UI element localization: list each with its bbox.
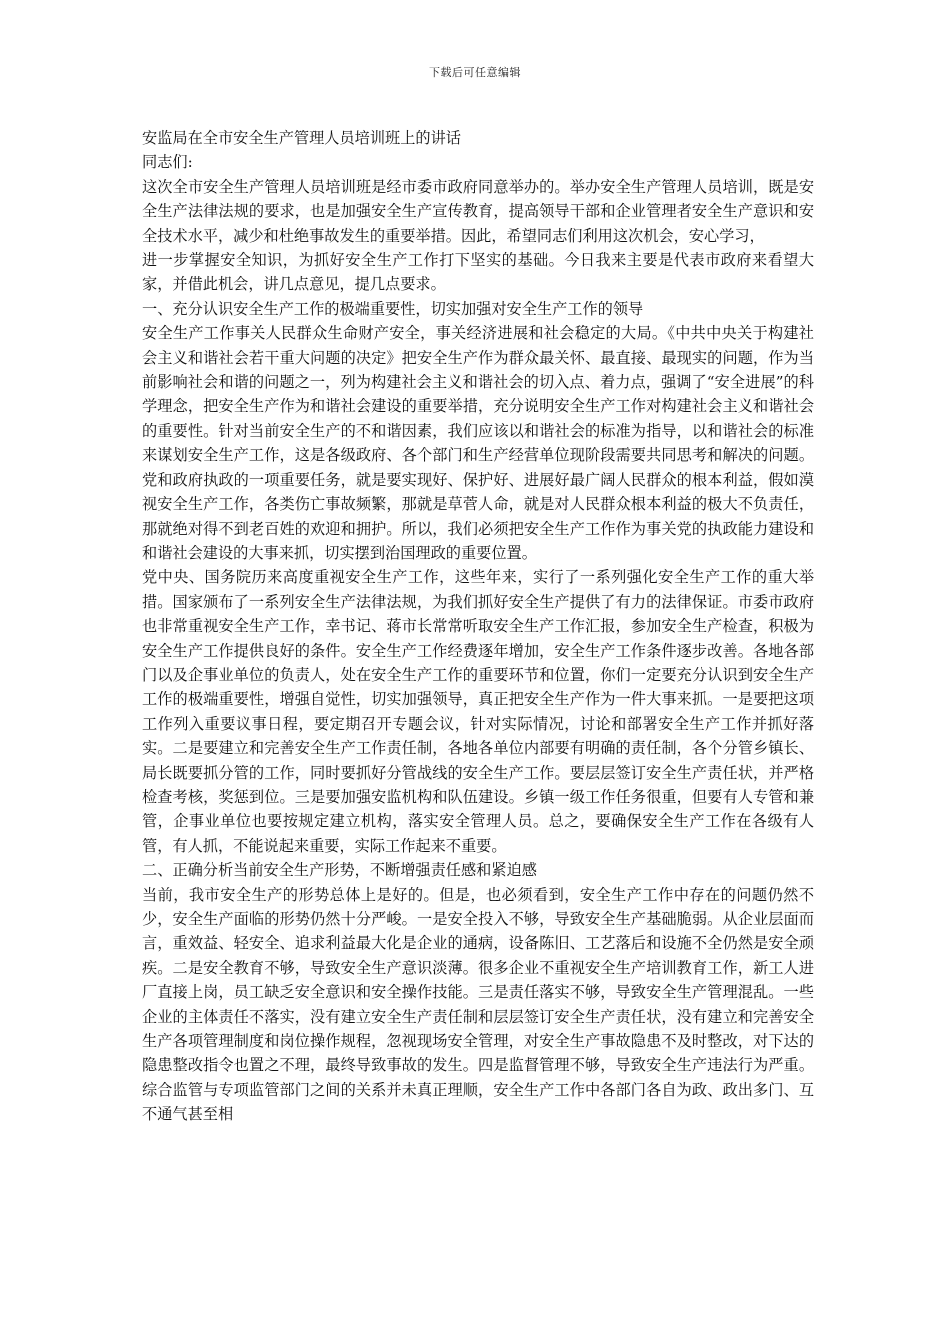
paragraph-section-2-a: 当前，我市安全生产的形势总体上是好的。但是，也必须看到，安全生产工作中存在的问题仍然不少，安全生产面临的形势仍然十分严峻。一是安全投入不够，导致安全生产基础脆弱。从企业层面而言，重效益、轻安全、追求利益最大化是企业的通病，设备陈旧、工艺落后和设施不全仍然是安全顽疾。二是安全教育不够，导致安全生产意识淡薄。很多企业不重视安全生产培训教育工作，新工人进厂直接上岗，员工缺乏安全意识和安全操作技能。三是责任落实不够，导致安全生产管理混乱。一些企业的主体责任不落实，没有建立安全生产责任制和层层签订安全生产责任状，没有建立和完善安全生产各项管理制度和岗位操作规程，忽视现场安全管理，对安全生产事故隐患不及时整改，对下达的隐患整改指令也置之不理，最终导致事故的发生。四是监督管理不够，导致安全生产违法行为严重。综合监管与专项监管部门之间的关系并未真正理顺，安全生产工作中各部门各自为政、政出多门、互不通气甚至相	[142, 885, 814, 1124]
salutation: 同志们:	[142, 153, 193, 172]
section-heading-1: 一、充分认识安全生产工作的极端重要性，切实加强对安全生产工作的领导	[142, 299, 644, 318]
page-header-note: 下载后可任意编辑	[429, 66, 521, 79]
paragraph-section-1-a: 安全生产工作事关人民群众生命财产安全，事关经济进展和社会稳定的大局。《中共中央关于构建社会主义和谐社会若干重大问题的决定》把安全生产作为群众最关怀、最直接、最现实的问题，作为当前影响社会和谐的问题之一，列为构建社会主义和谐社会的切入点、着力点，强调了“安全进展”的科学理念，把安全生产作为和谐社会建设的重要举措，充分说明安全生产工作对构建社会主义和谐社会的重要性。针对当前安全生产的不和谐因素，我们应该以和谐社会的标准为指导，以和谐社会的标准来谋划安全生产工作，这是各级政府、各个部门和生产经营单位现阶段需要共同思考和解决的问题。党和政府执政的一项重要任务，就是要实现好、保护好、进展好最广阔人民群众的根本利益，假如漠视安全生产工作，各类伤亡事故频繁，那就是草菅人命，就是对人民群众根本利益的极大不负责任，那就绝对得不到老百姓的欢迎和拥护。所以，我们必须把安全生产工作作为事关党的执政能力建设和和谐社会建设的大事来抓，切实摆到治国理政的重要位置。	[142, 324, 814, 562]
paragraph-intro-continued: 进一步掌握安全知识，为抓好安全生产工作打下坚实的基础。今日我来主要是代表市政府来看望大家，并借此机会，讲几点意见，提几点要求。	[142, 251, 814, 294]
paragraph-section-1-b: 党中央、国务院历来高度重视安全生产工作，这些年来，实行了一系列强化安全生产工作的重大举措。国家颁布了一系列安全生产法律法规，为我们抓好安全生产提供了有力的法律保证。市委市政府也非常重视安全生产工作，幸书记、蒋市长常常听取安全生产工作汇报，参加安全生产检查，积极为安全生产工作提供良好的条件。安全生产工作经费逐年增加，安全生产工作条件逐步改善。各地各部门以及企事业单位的负责人，处在安全生产工作的重要环节和位置，你们一定要充分认识到安全生产工作的极端重要性，增强自觉性，切实加强领导，真正把安全生产作为一件大事来抓。一是要把这项工作列入重要议事日程，要定期召开专题会议，针对实际情况，讨论和部署安全生产工作并抓好落实。二是要建立和完善安全生产工作责任制，各地各单位内部要有明确的责任制，各个分管乡镇长、局长既要抓分管的工作，同时要抓好分管战线的安全生产工作。要层层签订安全生产责任状，并严格检查考核，奖惩到位。三是要加强安监机构和队伍建设。乡镇一级工作任务很重，但要有人专管和兼管，企事业单位也要按规定建立机构，落实安全管理人员。总之，要确保安全生产工作在各级有人管，有人抓，不能说起来重要，实际工作起来不重要。	[142, 568, 814, 855]
document-body	[142, 126, 814, 1127]
section-heading-2: 二、正确分析当前安全生产形势，不断增强责任感和紧迫感	[142, 861, 537, 880]
document-title: 安监局在全市安全生产管理人员培训班上的讲话	[142, 129, 461, 147]
paragraph-intro: 这次全市安全生产管理人员培训班是经市委市政府同意举办的。举办安全生产管理人员培训，既是安全生产法律法规的要求，也是加强安全生产宣传教育，提高领导干部和企业管理者安全生产意识和安全技术水平，减少和杜绝事故发生的重要举措。因此，希望同志们利用这次机会，安心学习，	[142, 177, 814, 245]
